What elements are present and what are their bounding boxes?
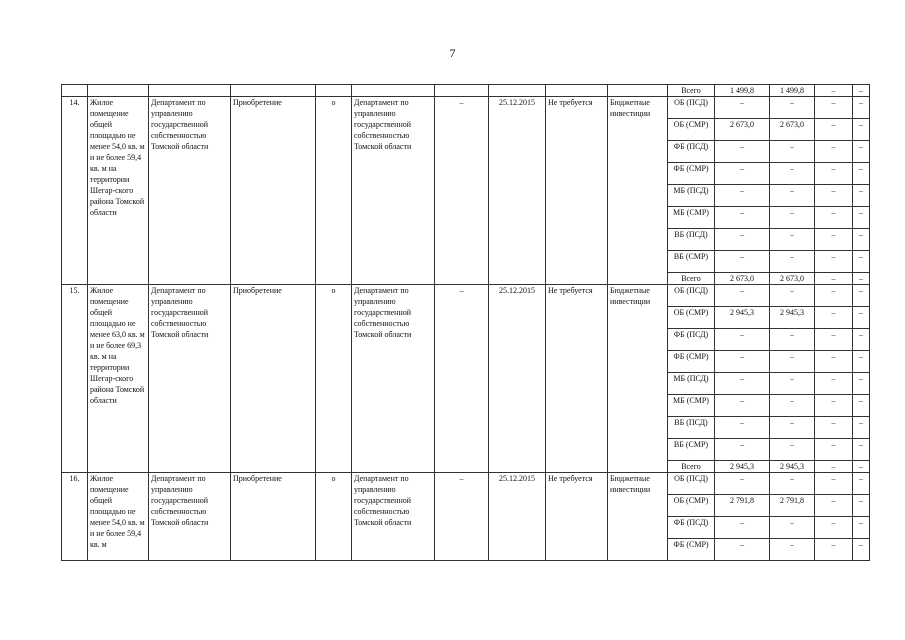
table-row <box>62 473 870 495</box>
object-name: Жилое помещение общей площадью не менее 54,0 кв. м и не более 59,4 кв. м на территории Шегар-ского района Томской области <box>88 97 149 285</box>
table-row <box>62 285 870 307</box>
empty-cell <box>316 85 352 97</box>
investment-type: Бюджетные инвестиции <box>608 285 668 473</box>
empty-cell <box>149 85 231 97</box>
value-cell: – <box>770 163 815 185</box>
value-cell: 2 673,0 <box>715 119 770 141</box>
developer-name: Департамент по управлению государственной собственностью Томской области <box>352 97 435 285</box>
value-cell: – <box>715 141 770 163</box>
investment-type: Бюджетные инвестиции <box>608 97 668 285</box>
value-cell: – <box>815 461 853 473</box>
power-mark: о <box>316 473 352 561</box>
value-cell: – <box>853 351 870 373</box>
value-cell: – <box>815 517 853 539</box>
value-cell: – <box>770 285 815 307</box>
value-cell: – <box>815 119 853 141</box>
value-cell: – <box>853 495 870 517</box>
value-cell: – <box>815 163 853 185</box>
value-cell: – <box>770 517 815 539</box>
value-cell: – <box>853 229 870 251</box>
value-cell: – <box>715 207 770 229</box>
developer-name: Департамент по управлению государственной собственностью Томской области <box>352 285 435 473</box>
value-cell: – <box>853 119 870 141</box>
value-cell: – <box>853 417 870 439</box>
customer-name: Департамент по управлению государственной собственностью Томской области <box>149 97 231 285</box>
value-cell: – <box>715 517 770 539</box>
funding-source: ФБ (СМР) <box>668 163 715 185</box>
value-cell: – <box>715 539 770 561</box>
value-cell: – <box>853 539 870 561</box>
funding-source: ОБ (ПСД) <box>668 285 715 307</box>
value-cell: – <box>815 539 853 561</box>
form-of-realization: Приобретение <box>231 473 316 561</box>
value-cell: – <box>770 539 815 561</box>
start-date: – <box>435 473 489 561</box>
investment-type: Бюджетные инвестиции <box>608 473 668 561</box>
total-label: Всего <box>668 461 715 473</box>
value-cell: – <box>815 229 853 251</box>
value-cell: 2 791,8 <box>770 495 815 517</box>
value-cell: – <box>715 373 770 395</box>
value-cell: – <box>715 395 770 417</box>
value-cell: – <box>715 97 770 119</box>
customer-name: Департамент по управлению государственной собственностью Томской области <box>149 285 231 473</box>
value-cell: – <box>770 395 815 417</box>
funding-source: ФБ (СМР) <box>668 539 715 561</box>
value-cell: – <box>815 85 853 97</box>
object-name: Жилое помещение общей площадью не менее 54,0 кв. м и не более 59,4 кв. м <box>88 473 149 561</box>
value-cell: – <box>815 285 853 307</box>
value-cell: 1 499,8 <box>770 85 815 97</box>
funding-source: ВБ (СМР) <box>668 251 715 273</box>
funding-source: ОБ (СМР) <box>668 119 715 141</box>
total-label: Всего <box>668 273 715 285</box>
value-cell: – <box>770 373 815 395</box>
empty-cell <box>435 85 489 97</box>
value-cell: – <box>853 517 870 539</box>
value-cell: – <box>815 251 853 273</box>
value-cell: – <box>815 417 853 439</box>
empty-cell <box>352 85 435 97</box>
value-cell: – <box>815 329 853 351</box>
form-of-realization: Приобретение <box>231 97 316 285</box>
expertise-status: Не требуется <box>546 97 608 285</box>
value-cell: – <box>815 473 853 495</box>
value-cell: – <box>853 285 870 307</box>
funding-source: ВБ (ПСД) <box>668 229 715 251</box>
value-cell: – <box>815 207 853 229</box>
value-cell: 2 673,0 <box>770 273 815 285</box>
value-cell: – <box>853 329 870 351</box>
value-cell: – <box>853 439 870 461</box>
value-cell: 2 945,3 <box>715 461 770 473</box>
value-cell: – <box>715 251 770 273</box>
value-cell: – <box>770 97 815 119</box>
value-cell: – <box>770 329 815 351</box>
value-cell: 2 673,0 <box>715 273 770 285</box>
funding-source: МБ (ПСД) <box>668 185 715 207</box>
value-cell: – <box>770 229 815 251</box>
value-cell: – <box>853 395 870 417</box>
funding-source: ОБ (СМР) <box>668 495 715 517</box>
value-cell: – <box>770 185 815 207</box>
funding-source: ФБ (ПСД) <box>668 329 715 351</box>
empty-cell <box>88 85 149 97</box>
page-number: 7 <box>449 46 456 60</box>
value-cell: 1 499,8 <box>715 85 770 97</box>
value-cell: – <box>815 495 853 517</box>
empty-cell <box>489 85 546 97</box>
value-cell: – <box>815 373 853 395</box>
value-cell: – <box>770 351 815 373</box>
total-label: Всего <box>668 85 715 97</box>
funding-source: ФБ (ПСД) <box>668 141 715 163</box>
value-cell: – <box>770 141 815 163</box>
value-cell: – <box>815 141 853 163</box>
value-cell: – <box>715 417 770 439</box>
carry-total-row <box>62 85 870 97</box>
value-cell: – <box>815 439 853 461</box>
value-cell: – <box>853 97 870 119</box>
start-date: – <box>435 285 489 473</box>
investment-table <box>61 84 870 561</box>
value-cell: 2 945,3 <box>715 307 770 329</box>
funding-source: ФБ (СМР) <box>668 351 715 373</box>
developer-name: Департамент по управлению государственной собственностью Томской области <box>352 473 435 561</box>
funding-source: ОБ (СМР) <box>668 307 715 329</box>
value-cell: – <box>815 351 853 373</box>
value-cell: – <box>715 329 770 351</box>
funding-source: МБ (СМР) <box>668 207 715 229</box>
table-row <box>62 97 870 119</box>
value-cell: – <box>815 97 853 119</box>
expertise-status: Не требуется <box>546 285 608 473</box>
row-number: 14. <box>62 97 88 285</box>
value-cell: – <box>715 185 770 207</box>
value-cell: 2 945,3 <box>770 461 815 473</box>
funding-source: ФБ (ПСД) <box>668 517 715 539</box>
value-cell: 2 673,0 <box>770 119 815 141</box>
customer-name: Департамент по управлению государственной собственностью Томской области <box>149 473 231 561</box>
value-cell: – <box>853 185 870 207</box>
value-cell: 2 791,8 <box>715 495 770 517</box>
value-cell: – <box>853 473 870 495</box>
finish-date: 25.12.2015 <box>489 285 546 473</box>
value-cell: – <box>770 251 815 273</box>
empty-cell <box>546 85 608 97</box>
value-cell: – <box>770 439 815 461</box>
table-body <box>62 85 870 561</box>
finish-date: 25.12.2015 <box>489 97 546 285</box>
value-cell: – <box>853 163 870 185</box>
empty-cell <box>608 85 668 97</box>
value-cell: – <box>853 141 870 163</box>
expertise-status: Не требуется <box>546 473 608 561</box>
start-date: – <box>435 97 489 285</box>
funding-source: МБ (ПСД) <box>668 373 715 395</box>
empty-cell <box>231 85 316 97</box>
value-cell: – <box>815 395 853 417</box>
funding-source: МБ (СМР) <box>668 395 715 417</box>
funding-source: ВБ (СМР) <box>668 439 715 461</box>
value-cell: – <box>770 417 815 439</box>
form-of-realization: Приобретение <box>231 285 316 473</box>
value-cell: – <box>853 307 870 329</box>
value-cell: – <box>815 307 853 329</box>
value-cell: – <box>853 461 870 473</box>
object-name: Жилое помещение общей площадью не менее 63,0 кв. м и не более 69,3 кв. м на территории Шегар-ского района Томской области <box>88 285 149 473</box>
value-cell: – <box>770 207 815 229</box>
power-mark: о <box>316 97 352 285</box>
empty-cell <box>62 85 88 97</box>
funding-source: ОБ (ПСД) <box>668 97 715 119</box>
value-cell: – <box>770 473 815 495</box>
value-cell: 2 945,3 <box>770 307 815 329</box>
value-cell: – <box>815 185 853 207</box>
power-mark: о <box>316 285 352 473</box>
value-cell: – <box>815 273 853 285</box>
value-cell: – <box>715 351 770 373</box>
row-number: 15. <box>62 285 88 473</box>
value-cell: – <box>853 207 870 229</box>
value-cell: – <box>715 473 770 495</box>
value-cell: – <box>853 85 870 97</box>
finish-date: 25.12.2015 <box>489 473 546 561</box>
row-number: 16. <box>62 473 88 561</box>
value-cell: – <box>853 373 870 395</box>
value-cell: – <box>715 439 770 461</box>
value-cell: – <box>715 163 770 185</box>
funding-source: ОБ (ПСД) <box>668 473 715 495</box>
value-cell: – <box>715 229 770 251</box>
value-cell: – <box>853 273 870 285</box>
value-cell: – <box>715 285 770 307</box>
funding-source: ВБ (ПСД) <box>668 417 715 439</box>
value-cell: – <box>853 251 870 273</box>
